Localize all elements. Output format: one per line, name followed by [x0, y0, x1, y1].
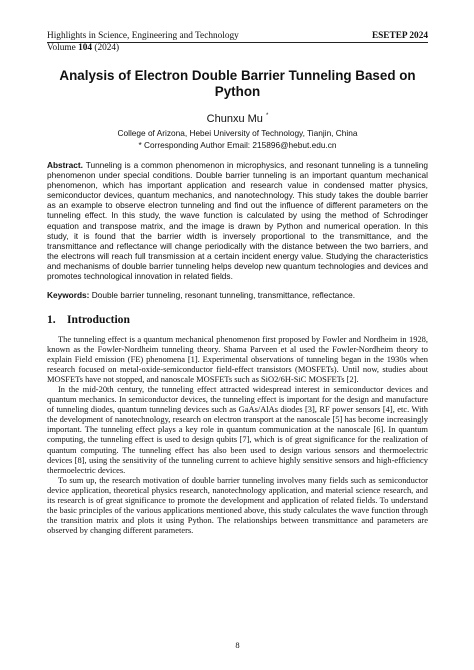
conference-name: ESETEP 2024 — [371, 31, 428, 41]
author-name: Chunxu Mu — [206, 113, 263, 125]
keywords — [47, 290, 428, 300]
abstract-label: Abstract. — [47, 160, 83, 170]
keywords-text: Double barrier tunneling, resonant tunneling, transmittance, reflectance. — [89, 290, 356, 300]
paragraph: In the mid-20th century, the tunneling effect attracted widespread interest in semiconductor devices and quantum mechanics. In semiconductor devices, the tunneling effect is important for the design and manufacture of tunneling diodes, quantum tunneling devices such as GaAs/AlAs diodes [3], RF power sensors [4], etc. With the development of nanotechnology, research on electron transport at the nanoscale [5] has become increasingly important. The tunneling effect plays a key role in quantum communication at the nanoscale [6]. In quantum computing, the tunneling effect is used to design qubits [7], which is of great significance for the realization of quantum computing. The tunneling effect has also been used to design various sensors and thermoelectric devices [8], using the sensitivity of the tunneling current to achieve highly sensitive sensors and high-efficiency thermoelectric devices. — [47, 384, 428, 475]
abstract — [47, 160, 428, 281]
paragraph: To sum up, the research motivation of double barrier tunneling involves many fields such as semiconductor device application, theoretical physics research, nanotechnology application, and material science research, and its research is of great significance to promote the development and application of related fields. To understand the basic principles of the various applications mentioned above, this study calculates the wave function through the transition matrix and plots it using Python. The relationships between transmittance and parameters are observed by changing different parameters. — [47, 474, 428, 535]
section-title: Introduction — [67, 313, 130, 326]
page-number: 8 — [235, 640, 240, 650]
affiliation: College of Arizona, Hebei University of Technology, Tianjin, China — [117, 128, 358, 138]
author-line — [47, 110, 428, 126]
corresponding-mark: * — [265, 113, 269, 119]
journal-name: Highlights in Science, Engineering and Technology — [47, 31, 239, 41]
section-heading — [47, 313, 428, 327]
volume-number: 104 — [78, 43, 93, 53]
keywords-label: Keywords: — [47, 290, 90, 300]
volume-info: Volume 104 (2024) — [47, 43, 120, 53]
body-text — [47, 334, 428, 535]
paragraph: The tunneling effect is a quantum mechanical phenomenon first proposed by Fowler and Nordheim in 1928, known as the Fowler-Nordheim tunneling theory. Shama Parveen et al used the Fowler-Nordheim theory to explain Field emission (FE) phenomena [1]. Experimental observations of tunneling began in the 1930s when research focused on metal-oxide-semiconductor field-effect transistors (MOSFETs). Until now, studies about MOSFETs have not stopped, and nanoscale MOSFETs such as SiO2/6H-SiC MOSFETs [2]. — [47, 334, 428, 385]
paper-title: Analysis of Electron Double Barrier Tunneling Based on Python — [59, 68, 416, 99]
section-number: 1. — [47, 313, 56, 326]
corresponding-author: * Corresponding Author Email: 215896@hebut.edu.cn — [138, 140, 337, 150]
abstract-text: Tunneling is a common phenomenon in microphysics, and resonant tunneling is a tunneling phenomenon under special conditions. Double barrier tunneling is an important quantum mechanical phenomenon, which has important application and research value in condensed matter physics, semiconductor devices, quantum mechanics, and nanotechnology. This study takes the double barrier as an example to observe electron tunneling and find out the influence of different parameters on the tunneling effect. In this study, the wave function is calculated by using the method of Schrodinger equation and transpose matrix, and the image is drawn by Python and numerical operation. In this study, it is found that the barrier width is inversely proportional to the transmittance, and the transmittance and reflectance will change periodically with the distance between the two barriers, and the electrons will reach full transmission at a certain incident energy value. Studying the characteristics and mechanisms of double barrier tunneling helps develop new quantum technologies and devices and promotes technological innovation in related fields. — [47, 160, 428, 282]
